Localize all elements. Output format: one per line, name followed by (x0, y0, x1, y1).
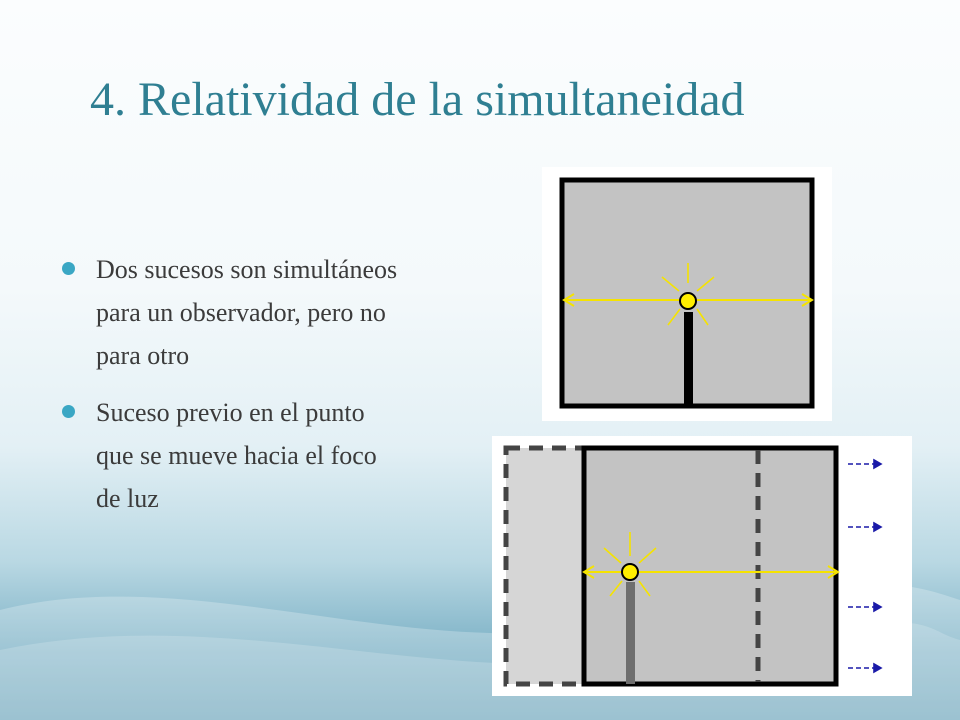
stationary-box-diagram (542, 167, 832, 421)
light-source-icon (622, 564, 638, 580)
box-outline (584, 448, 836, 684)
bullet-text: Dos sucesos son simultáneos para un observador, pero no para otro (96, 255, 398, 370)
moving-box-svg (492, 436, 912, 696)
bullet-list (60, 248, 400, 534)
bullet-text: Suceso previo en el punto que se mueve hacia el foco de luz (96, 398, 377, 513)
stationary-box-svg (542, 167, 832, 421)
moving-box-diagram (492, 436, 912, 696)
previous-position-outline (506, 448, 584, 684)
light-post (684, 312, 693, 406)
motion-arrows-icon (848, 460, 881, 672)
bullet-dot-icon (62, 262, 75, 275)
bullet-item (60, 248, 400, 377)
bullet-dot-icon (62, 405, 75, 418)
light-source-icon (680, 293, 696, 309)
bullet-item (60, 391, 400, 520)
light-post (626, 582, 635, 684)
slide-title: 4. Relatividad de la simultaneidad (90, 73, 745, 126)
